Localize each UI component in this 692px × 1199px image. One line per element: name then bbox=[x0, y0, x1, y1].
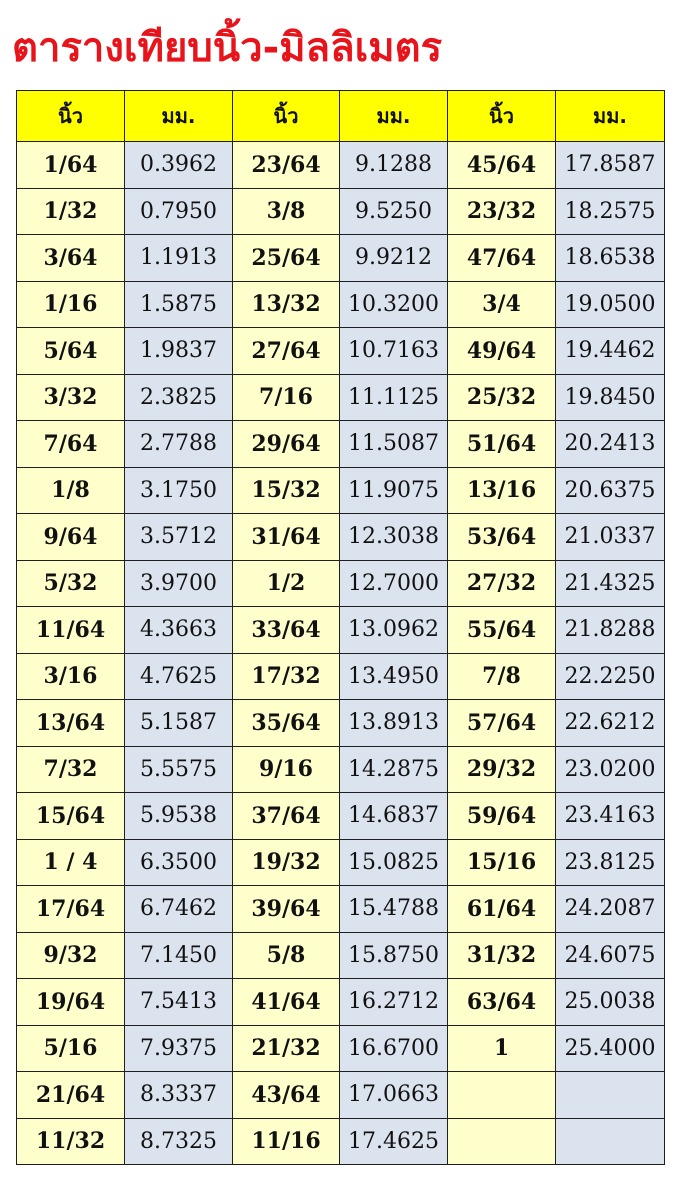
table-row bbox=[17, 886, 665, 933]
mm-cell: 1.1913 bbox=[125, 235, 233, 282]
inch-cell: 57/64 bbox=[448, 700, 556, 747]
table-row bbox=[17, 793, 665, 840]
mm-cell: 19.4462 bbox=[556, 328, 665, 375]
table-row bbox=[17, 1118, 665, 1165]
inch-cell: 41/64 bbox=[233, 979, 340, 1026]
inch-cell: 9/32 bbox=[17, 932, 125, 979]
mm-cell bbox=[556, 1118, 665, 1165]
inch-cell: 5/64 bbox=[17, 328, 125, 375]
table-row bbox=[17, 746, 665, 793]
table-row bbox=[17, 839, 665, 886]
table-body bbox=[17, 142, 665, 1165]
mm-cell: 12.7000 bbox=[340, 560, 448, 607]
mm-cell: 6.7462 bbox=[125, 886, 233, 933]
inch-cell: 51/64 bbox=[448, 421, 556, 468]
mm-cell: 18.2575 bbox=[556, 188, 665, 235]
mm-cell: 22.6212 bbox=[556, 700, 665, 747]
table-row bbox=[17, 142, 665, 189]
inch-cell: 25/64 bbox=[233, 235, 340, 282]
table-row bbox=[17, 932, 665, 979]
inch-cell: 55/64 bbox=[448, 607, 556, 654]
inch-cell: 1/2 bbox=[233, 560, 340, 607]
mm-cell: 23.8125 bbox=[556, 839, 665, 886]
header-mm-2: มม. bbox=[340, 91, 448, 142]
mm-cell: 11.1125 bbox=[340, 374, 448, 421]
table-row bbox=[17, 235, 665, 282]
mm-cell: 5.5575 bbox=[125, 746, 233, 793]
conversion-table bbox=[16, 90, 665, 1165]
inch-cell: 29/64 bbox=[233, 421, 340, 468]
table-row bbox=[17, 374, 665, 421]
mm-cell: 19.0500 bbox=[556, 281, 665, 328]
mm-cell: 9.5250 bbox=[340, 188, 448, 235]
mm-cell: 5.9538 bbox=[125, 793, 233, 840]
inch-cell: 49/64 bbox=[448, 328, 556, 375]
mm-cell: 7.9375 bbox=[125, 1025, 233, 1072]
inch-cell: 35/64 bbox=[233, 700, 340, 747]
mm-cell: 15.4788 bbox=[340, 886, 448, 933]
mm-cell: 23.4163 bbox=[556, 793, 665, 840]
mm-cell: 4.3663 bbox=[125, 607, 233, 654]
inch-cell: 33/64 bbox=[233, 607, 340, 654]
header-inch-3: นิ้ว bbox=[448, 91, 556, 142]
inch-cell: 3/4 bbox=[448, 281, 556, 328]
inch-cell: 13/64 bbox=[17, 700, 125, 747]
table-row bbox=[17, 421, 665, 468]
inch-cell: 21/64 bbox=[17, 1072, 125, 1119]
mm-cell: 20.6375 bbox=[556, 467, 665, 514]
inch-cell: 25/32 bbox=[448, 374, 556, 421]
table-row bbox=[17, 979, 665, 1026]
mm-cell: 21.8288 bbox=[556, 607, 665, 654]
table-row bbox=[17, 560, 665, 607]
mm-cell: 16.6700 bbox=[340, 1025, 448, 1072]
mm-cell: 24.6075 bbox=[556, 932, 665, 979]
inch-cell: 9/16 bbox=[233, 746, 340, 793]
mm-cell: 7.1450 bbox=[125, 932, 233, 979]
inch-cell: 3/16 bbox=[17, 653, 125, 700]
mm-cell: 10.7163 bbox=[340, 328, 448, 375]
inch-cell: 1 bbox=[448, 1025, 556, 1072]
inch-cell: 43/64 bbox=[233, 1072, 340, 1119]
table-row bbox=[17, 1025, 665, 1072]
inch-cell: 1 / 4 bbox=[17, 839, 125, 886]
mm-cell: 12.3038 bbox=[340, 514, 448, 561]
inch-cell: 7/64 bbox=[17, 421, 125, 468]
mm-cell: 25.4000 bbox=[556, 1025, 665, 1072]
inch-cell: 37/64 bbox=[233, 793, 340, 840]
mm-cell: 0.3962 bbox=[125, 142, 233, 189]
header-row bbox=[17, 91, 665, 142]
header-inch-1: นิ้ว bbox=[17, 91, 125, 142]
inch-cell: 7/16 bbox=[233, 374, 340, 421]
mm-cell: 15.8750 bbox=[340, 932, 448, 979]
mm-cell: 6.3500 bbox=[125, 839, 233, 886]
mm-cell: 10.3200 bbox=[340, 281, 448, 328]
inch-cell: 29/32 bbox=[448, 746, 556, 793]
table-row bbox=[17, 653, 665, 700]
inch-cell: 1/32 bbox=[17, 188, 125, 235]
table-row bbox=[17, 1072, 665, 1119]
mm-cell: 2.7788 bbox=[125, 421, 233, 468]
mm-cell: 8.3337 bbox=[125, 1072, 233, 1119]
header-mm-1: มม. bbox=[125, 91, 233, 142]
mm-cell: 5.1587 bbox=[125, 700, 233, 747]
inch-cell: 19/64 bbox=[17, 979, 125, 1026]
inch-cell: 31/64 bbox=[233, 514, 340, 561]
table-row bbox=[17, 328, 665, 375]
mm-cell: 11.5087 bbox=[340, 421, 448, 468]
inch-cell: 31/32 bbox=[448, 932, 556, 979]
inch-cell: 7/32 bbox=[17, 746, 125, 793]
mm-cell: 9.1288 bbox=[340, 142, 448, 189]
inch-cell: 3/8 bbox=[233, 188, 340, 235]
mm-cell bbox=[556, 1072, 665, 1119]
mm-cell: 19.8450 bbox=[556, 374, 665, 421]
inch-cell: 15/64 bbox=[17, 793, 125, 840]
inch-cell: 39/64 bbox=[233, 886, 340, 933]
inch-cell: 15/32 bbox=[233, 467, 340, 514]
mm-cell: 1.5875 bbox=[125, 281, 233, 328]
mm-cell: 20.2413 bbox=[556, 421, 665, 468]
inch-cell: 13/32 bbox=[233, 281, 340, 328]
inch-cell: 9/64 bbox=[17, 514, 125, 561]
inch-cell: 5/16 bbox=[17, 1025, 125, 1072]
mm-cell: 25.0038 bbox=[556, 979, 665, 1026]
table-row bbox=[17, 700, 665, 747]
mm-cell: 0.7950 bbox=[125, 188, 233, 235]
table-row bbox=[17, 281, 665, 328]
inch-cell: 1/64 bbox=[17, 142, 125, 189]
mm-cell: 13.4950 bbox=[340, 653, 448, 700]
inch-cell: 23/64 bbox=[233, 142, 340, 189]
mm-cell: 2.3825 bbox=[125, 374, 233, 421]
inch-cell: 23/32 bbox=[448, 188, 556, 235]
table-row bbox=[17, 467, 665, 514]
inch-cell: 11/16 bbox=[233, 1118, 340, 1165]
mm-cell: 21.0337 bbox=[556, 514, 665, 561]
mm-cell: 13.0962 bbox=[340, 607, 448, 654]
mm-cell: 24.2087 bbox=[556, 886, 665, 933]
inch-cell bbox=[448, 1118, 556, 1165]
inch-cell: 45/64 bbox=[448, 142, 556, 189]
inch-cell: 7/8 bbox=[448, 653, 556, 700]
inch-cell: 27/64 bbox=[233, 328, 340, 375]
inch-cell: 11/32 bbox=[17, 1118, 125, 1165]
table-row bbox=[17, 607, 665, 654]
header-mm-3: มม. bbox=[556, 91, 665, 142]
inch-cell: 3/64 bbox=[17, 235, 125, 282]
mm-cell: 13.8913 bbox=[340, 700, 448, 747]
inch-cell: 3/32 bbox=[17, 374, 125, 421]
inch-cell: 5/32 bbox=[17, 560, 125, 607]
inch-cell: 1/16 bbox=[17, 281, 125, 328]
inch-cell: 15/16 bbox=[448, 839, 556, 886]
mm-cell: 8.7325 bbox=[125, 1118, 233, 1165]
mm-cell: 1.9837 bbox=[125, 328, 233, 375]
mm-cell: 3.9700 bbox=[125, 560, 233, 607]
table-row bbox=[17, 188, 665, 235]
mm-cell: 22.2250 bbox=[556, 653, 665, 700]
mm-cell: 4.7625 bbox=[125, 653, 233, 700]
mm-cell: 11.9075 bbox=[340, 467, 448, 514]
inch-cell: 21/32 bbox=[233, 1025, 340, 1072]
inch-cell: 27/32 bbox=[448, 560, 556, 607]
inch-cell: 17/32 bbox=[233, 653, 340, 700]
inch-cell: 47/64 bbox=[448, 235, 556, 282]
mm-cell: 3.5712 bbox=[125, 514, 233, 561]
inch-cell: 17/64 bbox=[17, 886, 125, 933]
mm-cell: 17.4625 bbox=[340, 1118, 448, 1165]
mm-cell: 18.6538 bbox=[556, 235, 665, 282]
inch-cell: 13/16 bbox=[448, 467, 556, 514]
inch-cell: 59/64 bbox=[448, 793, 556, 840]
inch-cell bbox=[448, 1072, 556, 1119]
mm-cell: 14.2875 bbox=[340, 746, 448, 793]
mm-cell: 14.6837 bbox=[340, 793, 448, 840]
mm-cell: 9.9212 bbox=[340, 235, 448, 282]
mm-cell: 16.2712 bbox=[340, 979, 448, 1026]
mm-cell: 23.0200 bbox=[556, 746, 665, 793]
mm-cell: 15.0825 bbox=[340, 839, 448, 886]
inch-cell: 1/8 bbox=[17, 467, 125, 514]
mm-cell: 3.1750 bbox=[125, 467, 233, 514]
table-row bbox=[17, 514, 665, 561]
page-title: ตารางเทียบนิ้ว-มิลลิเมตร bbox=[12, 25, 443, 71]
mm-cell: 17.0663 bbox=[340, 1072, 448, 1119]
inch-cell: 53/64 bbox=[448, 514, 556, 561]
inch-cell: 61/64 bbox=[448, 886, 556, 933]
inch-cell: 5/8 bbox=[233, 932, 340, 979]
inch-cell: 63/64 bbox=[448, 979, 556, 1026]
mm-cell: 21.4325 bbox=[556, 560, 665, 607]
mm-cell: 7.5413 bbox=[125, 979, 233, 1026]
inch-cell: 11/64 bbox=[17, 607, 125, 654]
inch-cell: 19/32 bbox=[233, 839, 340, 886]
mm-cell: 17.8587 bbox=[556, 142, 665, 189]
header-inch-2: นิ้ว bbox=[233, 91, 340, 142]
